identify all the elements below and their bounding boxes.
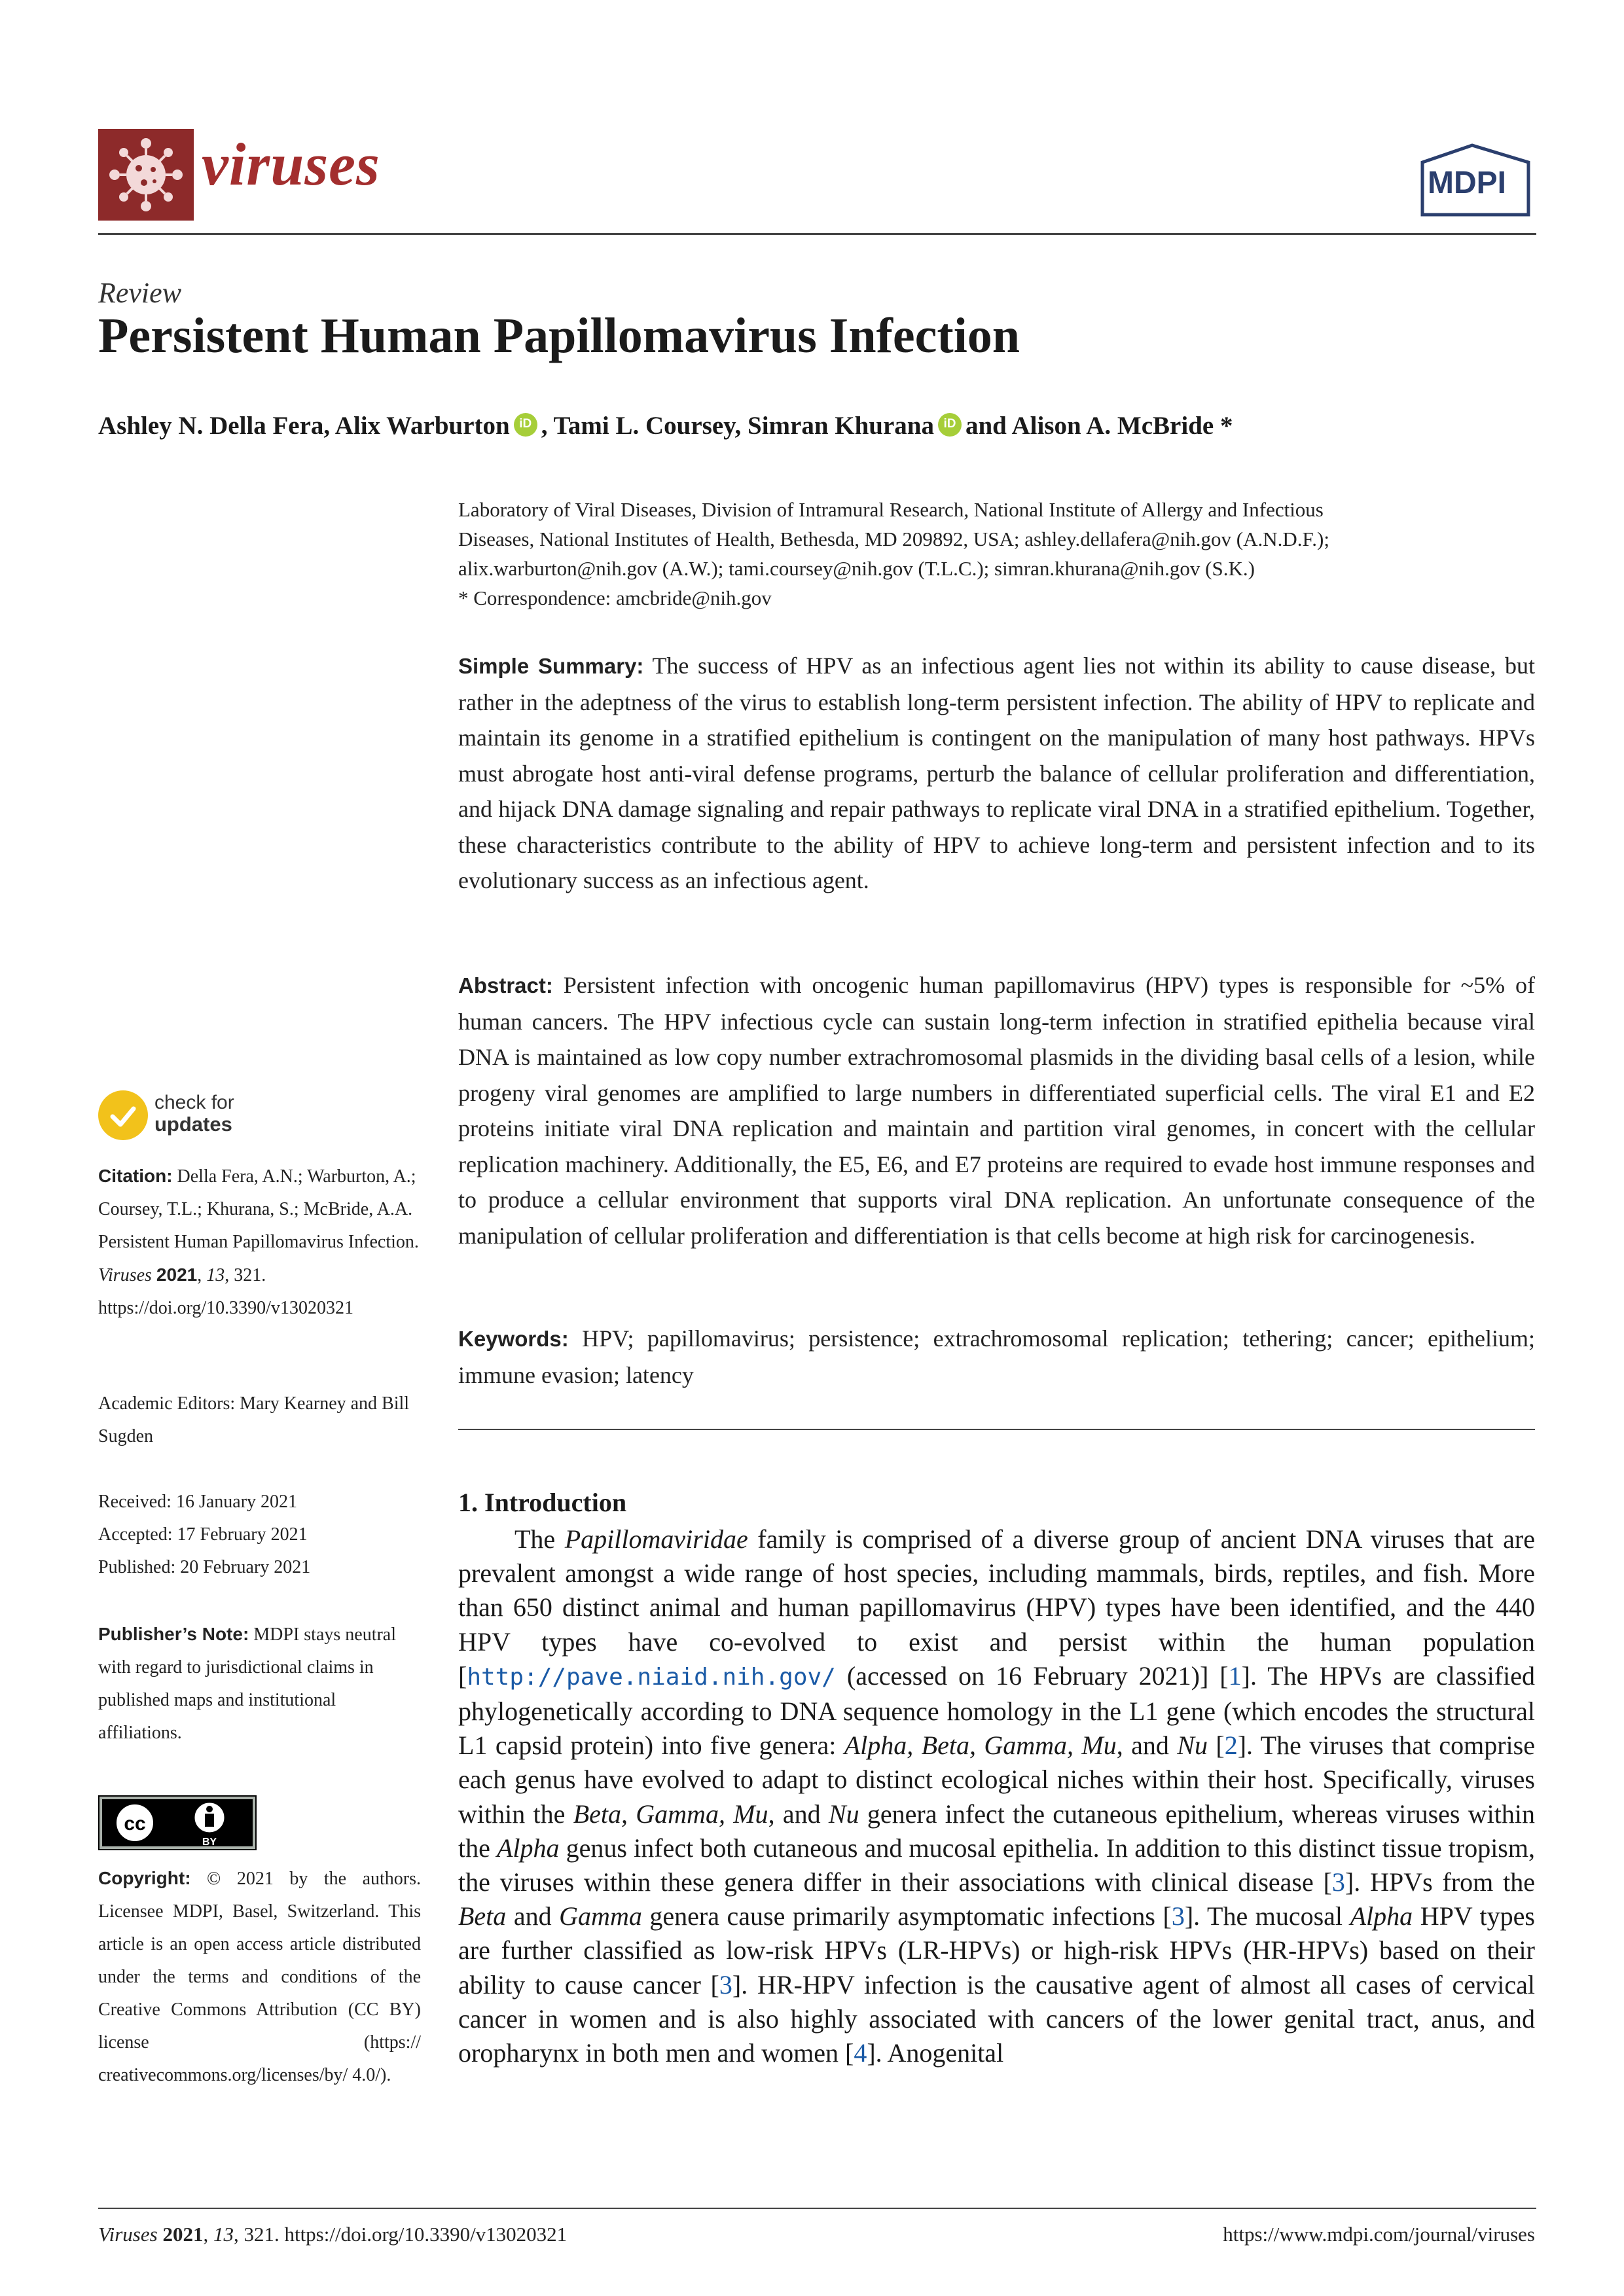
text-run: genera infect the cutaneous epithelium, whereas viruses within the (458, 1799, 1536, 1863)
footer-citation: Viruses 2021, 13, 321. https://doi.org/10.3390/v13020321 (98, 2223, 568, 2246)
italic-run: Beta, Gamma, Mu (573, 1799, 768, 1829)
italic-run: Papillomaviridae (564, 1524, 748, 1554)
orcid-icon[interactable] (938, 413, 962, 437)
citation-link[interactable]: 3 (1171, 1901, 1185, 1931)
published-date: Published: 20 February 2021 (98, 1557, 311, 1577)
citation-link[interactable]: 1 (1228, 1660, 1242, 1691)
citation-link[interactable]: 2 (1224, 1731, 1238, 1761)
citation-block: Citation: Della Fera, A.N.; Warburton, A.; Coursey, T.L.; Khurana, S.; McBride, A.A. Persistent Human Papillomavirus Infection. Viruses 2021, 13, 321. https://doi.org/10.3390/v13020321 (98, 1166, 419, 1318)
footer-volume: 13 (213, 2223, 234, 2246)
publisher-note-label: Publisher’s Note: (98, 1624, 249, 1644)
cc-by-license-icon[interactable] (98, 1795, 257, 1850)
correspondence-line: * Correspondence: amcbride@nih.gov (458, 586, 772, 609)
italic-run: Beta (458, 1901, 507, 1931)
received-date: Received: 16 January 2021 (98, 1492, 298, 1512)
publisher-note (98, 1618, 421, 1749)
citation-link[interactable]: 4 (854, 2038, 867, 2068)
citation-text: Della Fera, A.N.; Warburton, A.; Coursey, T.L.; Khurana, S.; McBride, A.A. Persistent Human Papillomavirus Infection. (98, 1166, 419, 1252)
abstract-label: Abstract: (458, 973, 553, 997)
author-names: and Alison A. McBride * (965, 412, 1233, 440)
text-run: [ (1207, 1731, 1225, 1761)
affiliation-line: alix.warburton@nih.gov (A.W.); tami.coursey@nih.gov (T.L.C.); simran.khurana@nih.gov (S.K.) (458, 557, 1255, 580)
orcid-icon[interactable] (514, 413, 537, 437)
simple-summary (458, 648, 1535, 899)
citation-journal: Viruses (98, 1265, 152, 1285)
simple-summary-text: The success of HPV as an infectious agent lies not within its ability to cause disease, but rather in the adeptness of the virus to establish long-term persistent infection. The ability of HPV to replicate and maintain its genome in a stratified epithelium is contingent on the manipulation of many host pathways. HPVs must abrogate host anti-viral defense programs, perturb the balance of cellular proliferation and differentiation, and hijack DNA damage signaling and repair pathways to replicate viral DNA in a stratified epithelium. Together, these characteristics contribute to the ability of HPV to achieve long-term and persistent infection and to its evolutionary success as an infectious agent. (458, 653, 1535, 893)
cc-text: cc (124, 1813, 146, 1835)
journal-logo (98, 129, 194, 221)
affiliation-line: Diseases, National Institutes of Health, Bethesda, MD 209892, USA; ashley.dellafera@nih.gov (A.N.D.F.); (458, 528, 1329, 550)
text-run: genera cause primarily asymptomatic infections [ (641, 1901, 1172, 1931)
check-updates-text (154, 1092, 234, 1136)
text-run: genus infect both cutaneous and mucosal epithelia. In addition to this distinct tissue tropism, the viruses within these genera differ in their associations with clinical disease [ (458, 1833, 1535, 1897)
accepted-date: Accepted: 17 February 2021 (98, 1524, 308, 1545)
text-run: The (514, 1524, 565, 1554)
checkmark-icon (107, 1101, 139, 1132)
italic-run: Alpha, Beta, Gamma, Mu (844, 1731, 1117, 1761)
keywords-label: Keywords: (458, 1327, 569, 1351)
publication-dates (98, 1486, 421, 1584)
text-run: ]. The HPVs are classified phylogenetically according to DNA sequence homology in the L1 gene (which encodes the structural L1 capsid protein) into five genera: (458, 1660, 1535, 1761)
italic-run: Alpha (1350, 1901, 1413, 1931)
abstract-text: Persistent infection with oncogenic human papillomavirus (HPV) types is responsible for ~5% of human cancers. The HPV infectious cycle can sustain long-term infection in stratified epithelia because viral DNA is maintained as low copy number extrachromosomal plasmids in the dividing basal cells of a lesion, while progeny viral genomes are amplified to large numbers in differentiated superficial cells. The viral E1 and E2 proteins initiate viral DNA replication and maintain and partition viral genomes, in concert with the cellular replication machinery. Additionally, the E5, E6, and E7 proteins are required to evade host immune responses and to produce a cellular environment that supports viral DNA replication. An unfortunate consequence of the manipulation of cellular proliferation and differentiation is that cells become at high risk for carcinogenesis. (458, 972, 1535, 1249)
affiliation (458, 495, 1535, 613)
italic-run: Gamma (559, 1901, 642, 1931)
citation-link[interactable]: 3 (719, 1969, 732, 2000)
virus-icon (98, 129, 194, 221)
journal-name: viruses (202, 131, 380, 198)
citation-doi[interactable]: , 321. https://doi.org/10.3390/v13020321 (98, 1265, 353, 1318)
affiliation-line: Laboratory of Viral Diseases, Division of Intramural Research, National Institute of Allergy and Infectious (458, 498, 1324, 521)
author-list (98, 411, 1536, 442)
pave-link[interactable]: http://pave.niaid.nih.gov/ (467, 1663, 836, 1691)
keywords (458, 1321, 1535, 1393)
academic-editors: Academic Editors: Mary Kearney and Bill Sugden (98, 1393, 410, 1446)
author-names: Ashley N. Della Fera, Alix Warburton (98, 412, 510, 440)
abstract (458, 967, 1535, 1253)
copyright-block (98, 1862, 421, 2092)
text-run: ]. HPVs from the (1344, 1867, 1535, 1897)
footer-divider (98, 2208, 1536, 2209)
footer-journal: Viruses (98, 2223, 158, 2246)
journal-url[interactable]: https://www.mdpi.com/journal/viruses (1223, 2223, 1535, 2246)
keywords-text: HPV; papillomavirus; persistence; extrachromosomal replication; tethering; cancer; epithelium; immune evasion; latency (458, 1325, 1535, 1388)
italic-run: Nu (828, 1799, 859, 1829)
text-run: ]. The viruses that comprise each genus have evolved to adapt to distinct ecological niches within their host. Specifically, viruses within the (458, 1731, 1535, 1829)
simple-summary-label: Simple Summary: (458, 654, 644, 678)
article-type: Review (98, 277, 182, 309)
text-run: ]. Anogenital (867, 2038, 1004, 2068)
italic-run: Nu (1177, 1731, 1208, 1761)
citation-link[interactable]: 3 (1331, 1867, 1345, 1897)
check-for-updates-badge[interactable] (98, 1086, 268, 1145)
text-run: family is comprised of a diverse group of ancient DNA viruses that are prevalent amongst a wide range of host species, including mammals, birds, reptiles, and fish. More than 650 distinct animal and human papillomavirus (HPV) types have been identified, and the 440 HPV types have co-evolved to exist and persist within the human population [ (458, 1524, 1535, 1691)
italic-run: Alpha (497, 1833, 560, 1863)
footer-doi[interactable]: , 321. https://doi.org/10.3390/v13020321 (233, 2223, 568, 2246)
header-divider (98, 233, 1536, 235)
publisher-logo-text: MDPI (1428, 166, 1506, 200)
copyright-text: © 2021 by the authors. Licensee MDPI, Basel, Switzerland. This article is an open access article distributed under the terms and conditions of the Creative Commons Attribution (CC BY) license (https:// creativecommons.org/licenses/by/ 4.0/). (98, 1869, 421, 2085)
footer-year: 2021 (162, 2223, 204, 2246)
copyright-label: Copyright: (98, 1868, 191, 1888)
citation-volume: 13 (206, 1265, 225, 1285)
citation-label: Citation: (98, 1166, 173, 1186)
section-divider (458, 1429, 1535, 1430)
check-updates-line2: updates (154, 1113, 232, 1136)
intro-paragraph (458, 1522, 1535, 2070)
check-updates-line1: check for (154, 1092, 234, 1113)
text-run: HPV types are further classified as low-risk HPVs (LR-HPVs) or high-risk HPVs (HR-HPVs) based on their ability to cause cancer [ (458, 1901, 1535, 2000)
text-run: , and (1116, 1731, 1178, 1761)
by-text: BY (202, 1837, 217, 1848)
text-run: and (506, 1901, 560, 1931)
citation-year: 2021 (156, 1265, 198, 1285)
text-run: (accessed on 16 February 2021)] [ (835, 1660, 1229, 1691)
section-heading: 1. Introduction (458, 1488, 627, 1517)
author-names: , Tami L. Coursey, Simran Khurana (541, 412, 934, 440)
text-run: , and (768, 1799, 829, 1829)
text-run: ]. HR-HPV infection is the causative agent of almost all cases of cervical cancer in women and is also highly associated with cancers of the lower genital tract, anus, and oropharynx in both men and women [ (458, 1969, 1535, 2068)
article-title: Persistent Human Papillomavirus Infection (98, 308, 1020, 363)
publisher-note-text: MDPI stays neutral with regard to jurisdictional claims in published maps and institutional affiliations. (98, 1624, 397, 1743)
text-run: ]. The mucosal (1184, 1901, 1350, 1931)
